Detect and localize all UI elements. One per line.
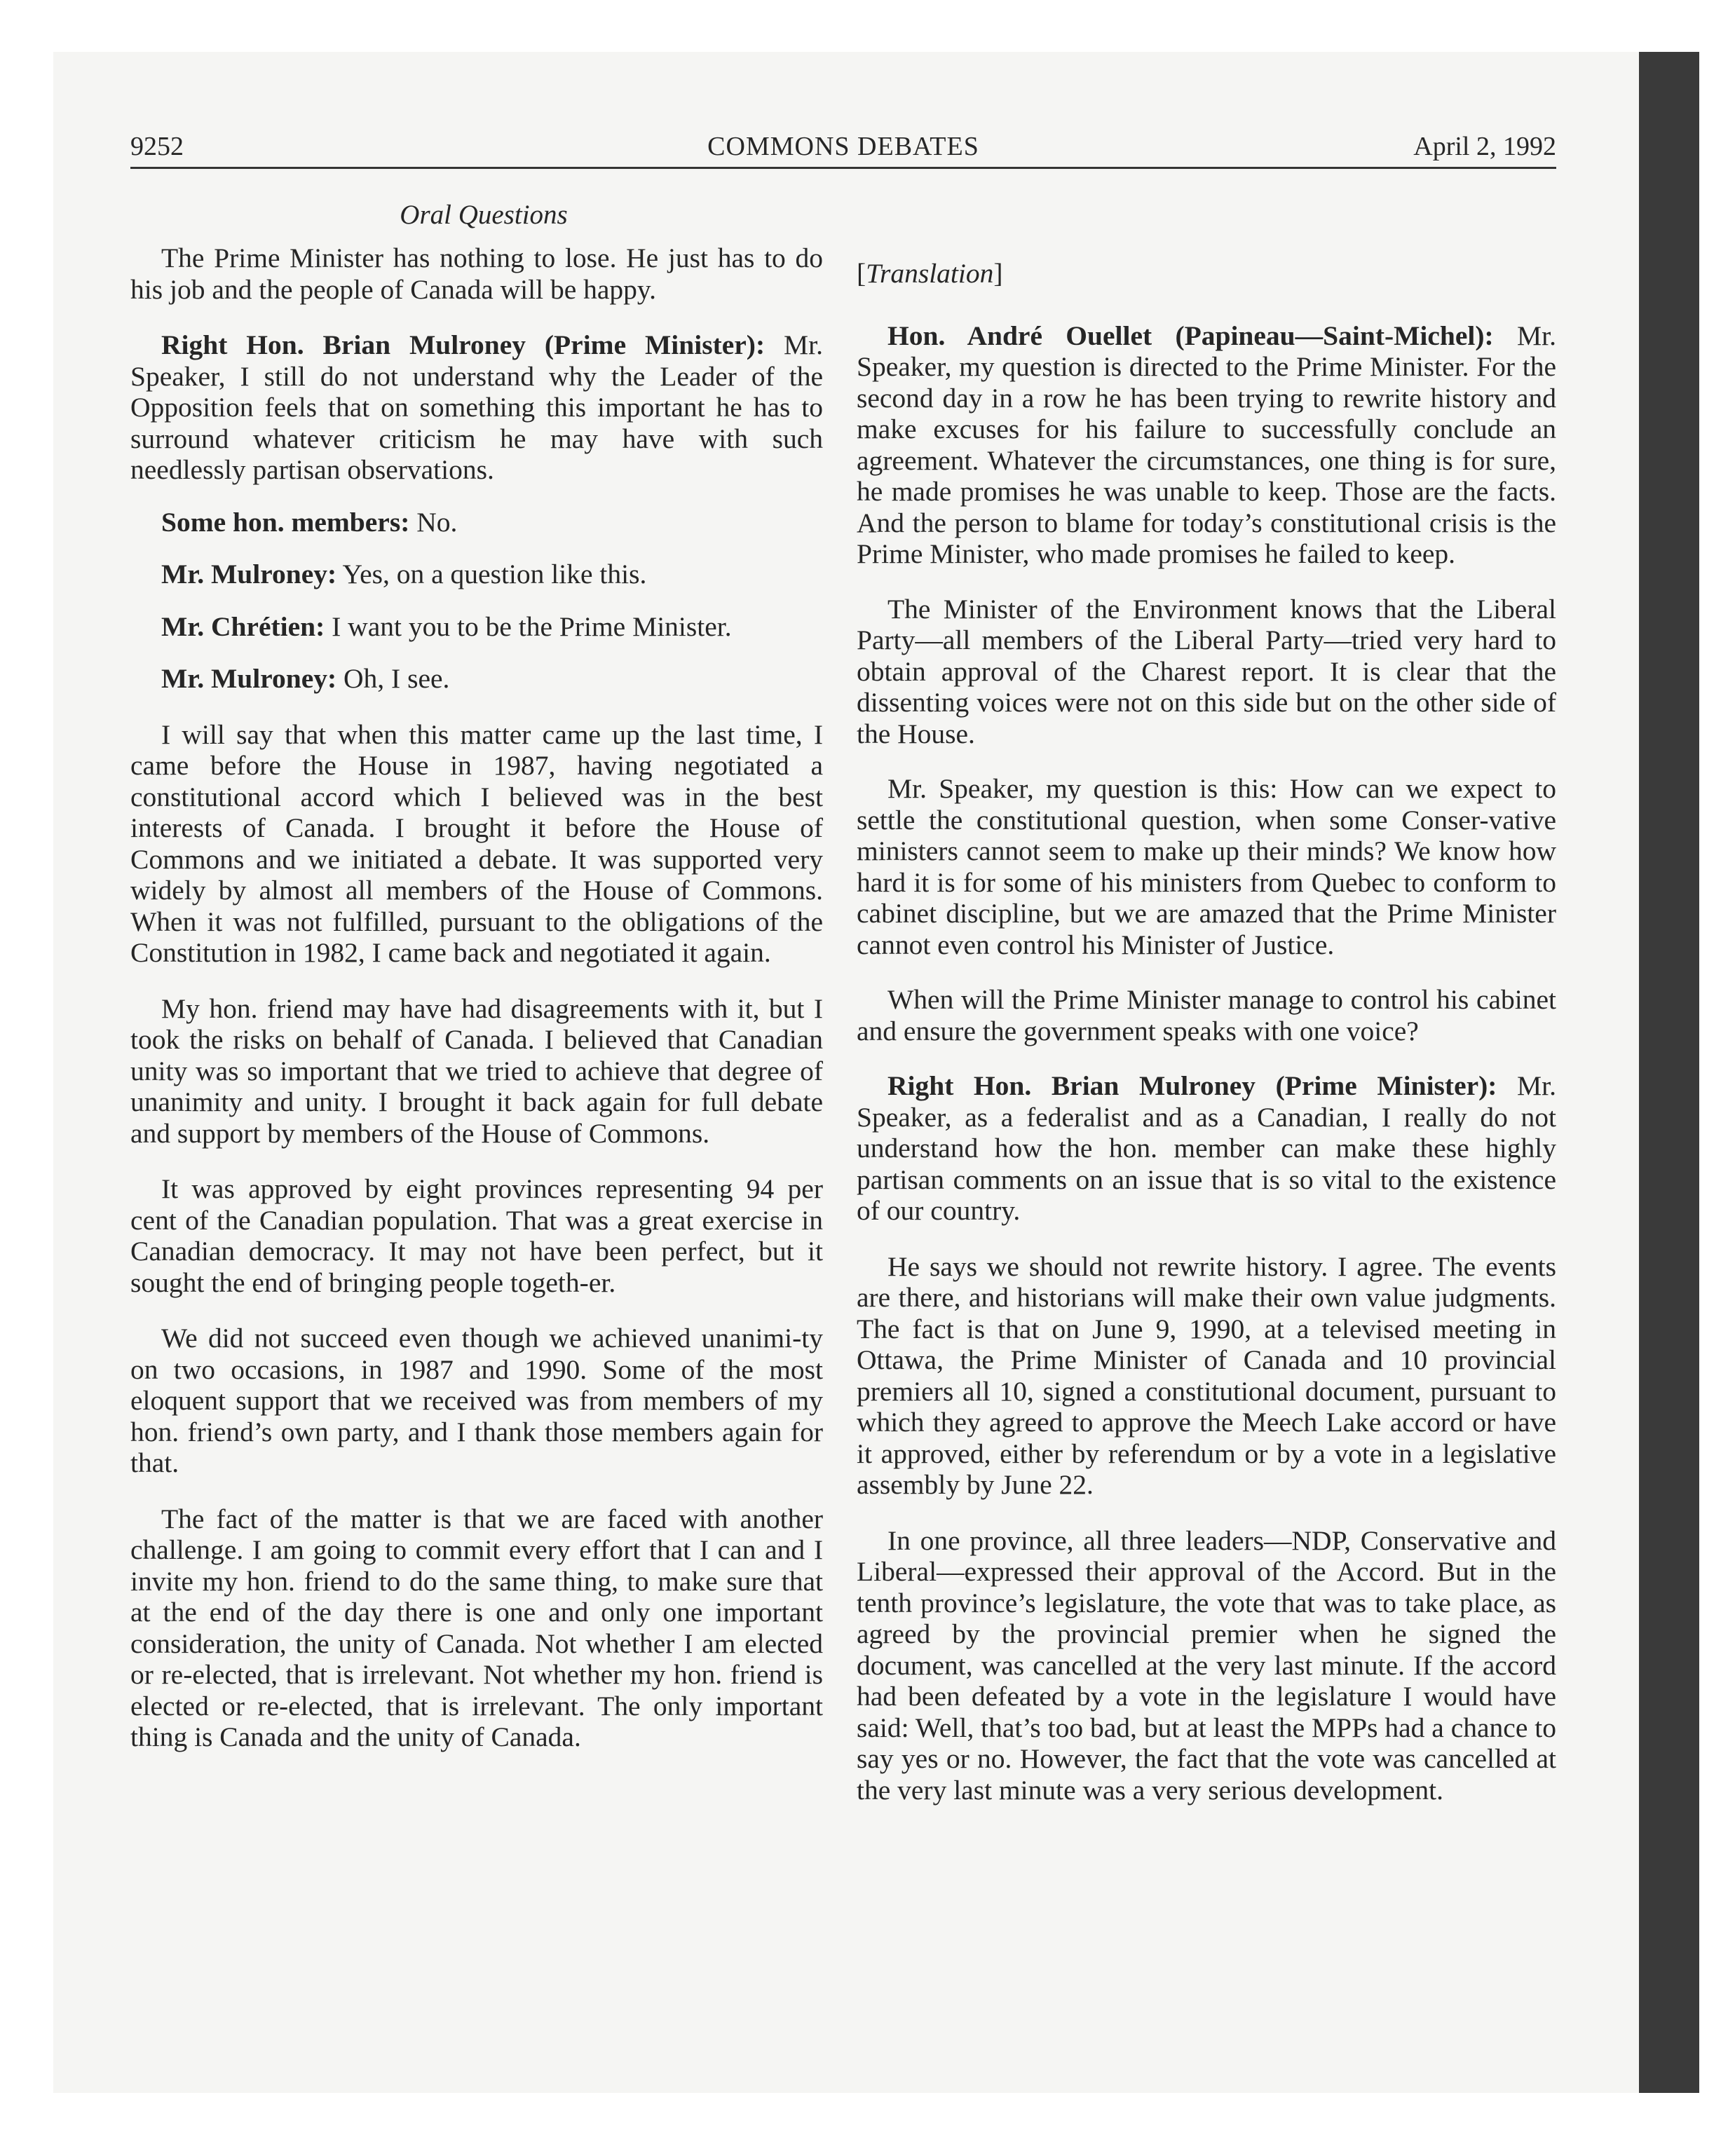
speaker-name: Mr. Mulroney: — [161, 663, 337, 694]
page-number: 9252 — [130, 132, 184, 161]
right-column — [857, 198, 1556, 1806]
speech-paragraph — [130, 507, 823, 538]
speech-text: Oh, I see. — [336, 663, 450, 694]
translation-marker: [Translation] — [857, 258, 1003, 289]
speaker-name: Right Hon. Brian Mulroney (Prime Minister): — [887, 1070, 1497, 1101]
speech-paragraph — [857, 1070, 1556, 1227]
speech-paragraph — [130, 611, 823, 643]
paragraph: I will say that when this matter came up the last time, I came before the House in 1987, having negotiated a constitutional accord which I believed was in the best interests of Canada. I brought it before the House of Commons and we initiated a debate. It was supported very widely by almost all members of the House of Commons. When it was not fulfilled, pursuant to the obligations of the Constitution in 1982, I came back and negotiated it again. — [130, 718, 823, 968]
speech-text: I want you to be the Prime Minister. — [325, 610, 732, 642]
paragraph: The Prime Minister has nothing to lose. He just has to do his job and the people of Canada will be happy. — [130, 243, 823, 305]
speech-paragraph — [130, 559, 823, 590]
speaker-name: Hon. André Ouellet (Papineau—Saint-Michel): — [887, 320, 1494, 351]
speech-text: Mr. Speaker, my question is directed to the Prime Minister. For the second day in a row he has been trying to rewrite history and make excuses for his failure to successfully conclude an agreement. Whatever the circumstances, one thing is for sure, he made promises he was unable to keep. Those are the facts. And the person to blame for today’s constitutional crisis is the Prime Minister, who made promises he failed to keep. — [857, 320, 1556, 569]
speaker-name: Some hon. members: — [161, 506, 410, 538]
speech-text: Yes, on a question like this. — [336, 559, 647, 589]
speech-paragraph — [130, 663, 823, 695]
paragraph: The fact of the matter is that we are faced with another challenge. I am going to commit every effort that I can and I invite my hon. friend to do the same thing, to make sure that at the end of the day there is one and only one important consideration, the unity of Canada. Not whether I am elected or re-elected, that is irrelevant. Not whether my hon. friend is elected or re-elected, that is irrelevant. The only important thing is Canada and the unity of Canada. — [130, 1503, 823, 1752]
speech-paragraph — [857, 320, 1556, 570]
paragraph: When will the Prime Minister manage to control his cabinet and ensure the government speaks with one voice? — [857, 984, 1556, 1046]
paragraph: The Minister of the Environment knows that the Liberal Party—all members of the Liberal Party—tried very hard to obtain approval of the Charest report. It is clear that the dissenting voices were not on this side but on the other side of the House. — [857, 593, 1556, 749]
left-column — [130, 198, 823, 1753]
translation-label: Translation — [866, 258, 994, 289]
sitting-date: April 2, 1992 — [1413, 132, 1556, 161]
speaker-name: Right Hon. Brian Mulroney (Prime Minister): — [161, 329, 766, 360]
speech-text: Mr. Speaker, as a federalist and as a Canadian, I really do not understand how the hon. member can make these highly partisan comments on an issue that is so vital to the existence of our country. — [857, 1070, 1556, 1226]
paragraph: Mr. Speaker, my question is this: How can we expect to settle the constitutional question, when some Conser-vative ministers cannot seem to make up their minds? We know how hard it is for some of his ministers from Quebec to conform to cabinet discipline, but we are amazed that the Prime Minister cannot even control his Minister of Justice. — [857, 773, 1556, 960]
header-rule — [130, 167, 1556, 169]
paragraph: He says we should not rewrite history. I agree. The events are there, and historians will make their own value judgments. The fact is that on June 9, 1990, at a televised meeting in Ottawa, the Prime Minister of Canada and 10 provincial premiers all 10, signed a constitutional document, pursuant to which they agreed to approve the Meech Lake accord or have it approved, either by referendum or by a vote in a legislative assembly by June 22. — [857, 1250, 1556, 1500]
paragraph: We did not succeed even though we achieved unanimi-ty on two occasions, in 1987 and 1990. Some of the most eloquent support that we received was from members of my hon. friend’s own party, and I thank those members again for that. — [130, 1323, 823, 1478]
speech-paragraph — [130, 329, 823, 486]
speech-text: No. — [409, 506, 458, 538]
speaker-name: Mr. Mulroney: — [161, 559, 337, 589]
paragraph: My hon. friend may have had disagreements with it, but I took the risks on behalf of Canada. I believed that Canadian unity was so important that we tried to achieve that degree of unanimity and unity. I brought it back again for full debate and support by members of the House of Commons. — [130, 992, 823, 1149]
speaker-name: Mr. Chrétien: — [161, 610, 325, 642]
publication-title: COMMONS DEBATES — [707, 132, 979, 161]
scan-edge-shadow — [1639, 52, 1699, 2093]
paragraph: It was approved by eight provinces representing 94 per cent of the Canadian population. That was a great exercise in Canadian democracy. It may not have been perfect, but it sought the end of bringing people togeth-er. — [130, 1173, 823, 1298]
paragraph: In one province, all three leaders—NDP, Conservative and Liberal—expressed their approval of the Accord. But in the tenth province’s legislature, the vote that was to take place, as agreed by the provincial premier when he signed the document, was cancelled at the very last minute. If the accord had been defeated by a vote in the legislature I would have said: Well, that’s too bad, but at least the MPPs had a chance to say yes or no. However, the fact that the vote was cancelled at the very last minute was a very serious development. — [857, 1524, 1556, 1806]
section-title: Oral Questions — [400, 200, 568, 230]
speech-text: Mr. Speaker, I still do not understand why the Leader of the Opposition feels that on something this important he has to surround whatever criticism he may have with such needlessly partisan observations. — [130, 329, 823, 485]
running-head — [130, 129, 1556, 164]
